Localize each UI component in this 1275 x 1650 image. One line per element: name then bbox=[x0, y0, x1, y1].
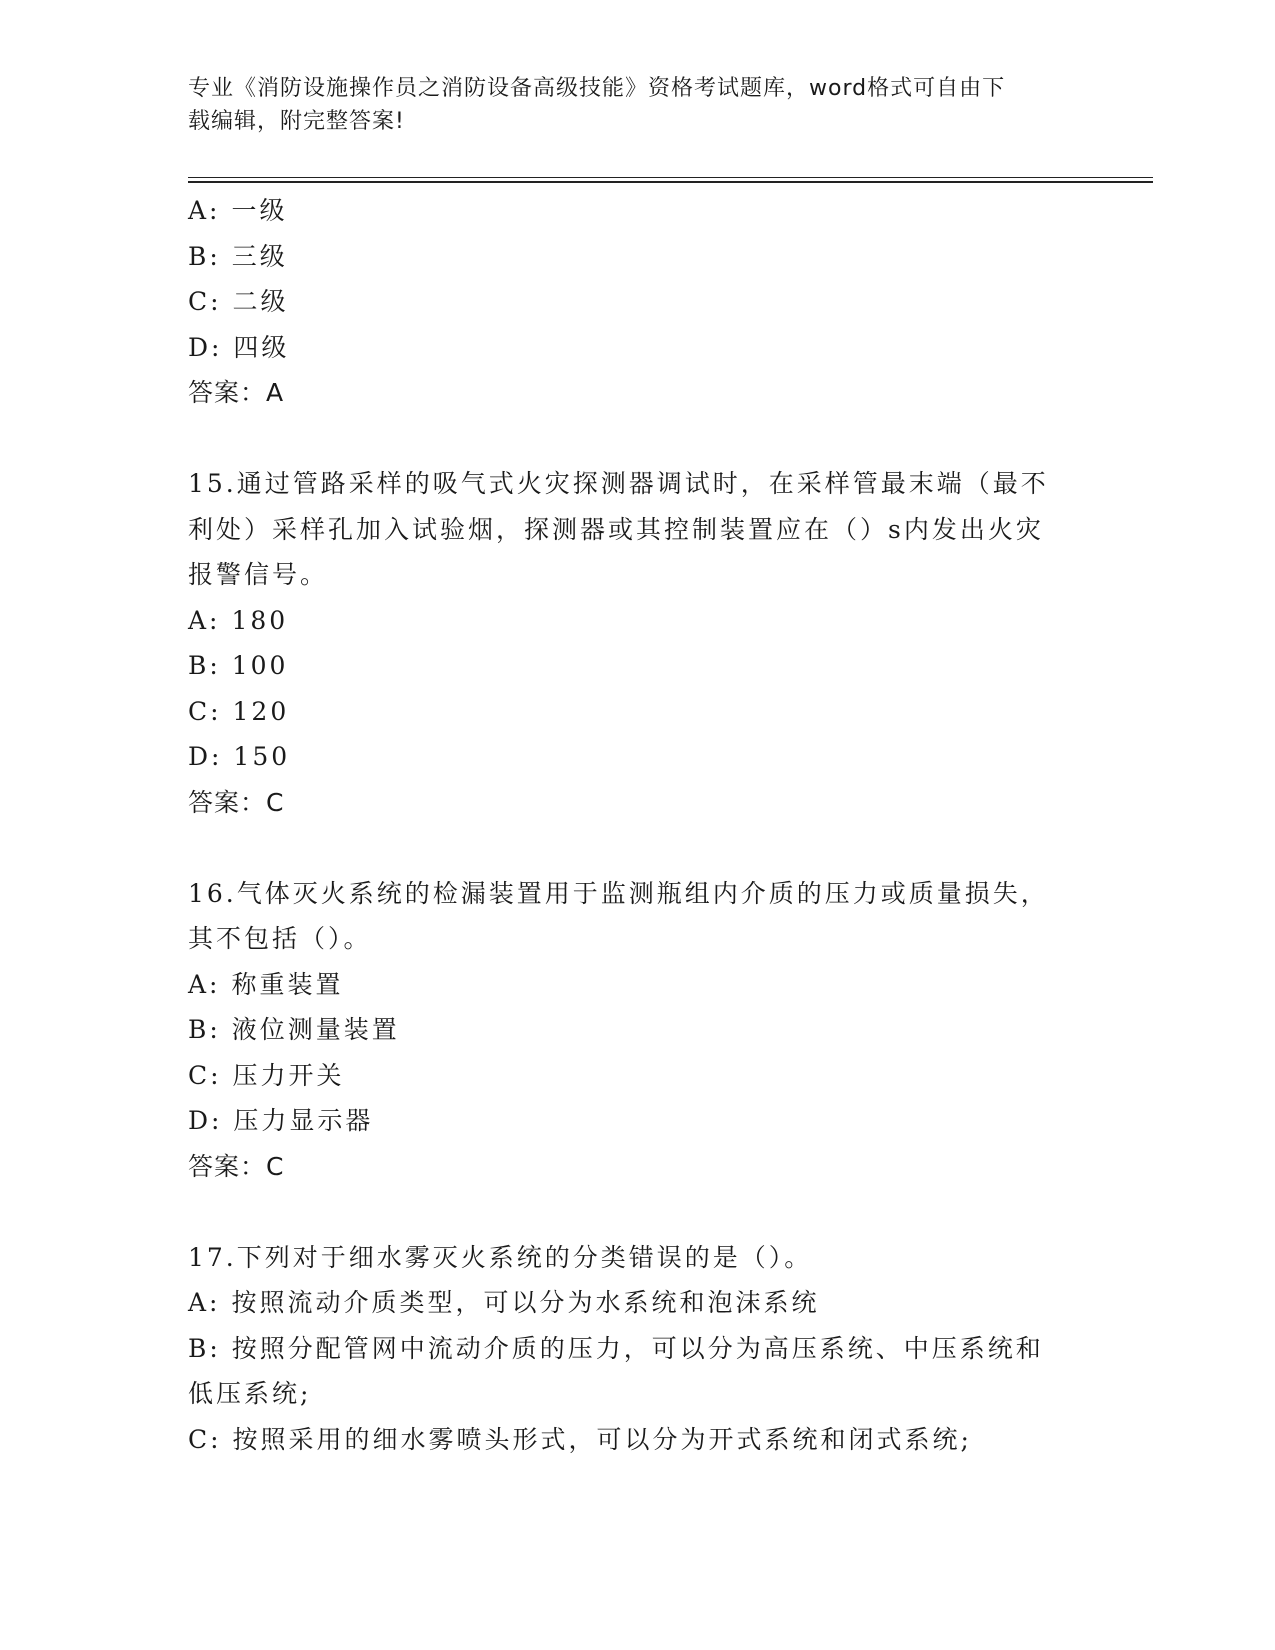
header-divider-thin bbox=[188, 177, 1153, 178]
option-c: C: 120 bbox=[188, 696, 290, 726]
option-d: D: 压力显示器 bbox=[188, 1106, 374, 1135]
answer-line: 答案：A bbox=[188, 378, 285, 407]
question-text-line: 报警信号。 bbox=[188, 560, 329, 589]
option-b: B: 100 bbox=[188, 651, 289, 680]
header-divider-thick bbox=[188, 181, 1153, 183]
question-15 bbox=[188, 461, 1088, 825]
option-a: A: 一级 bbox=[188, 196, 288, 225]
document-header bbox=[188, 72, 1068, 138]
spacer bbox=[188, 825, 1088, 871]
option-c: C: 压力开关 bbox=[188, 1060, 345, 1090]
option-b: B: 按照分配管网中流动介质的压力，可以分为高压系统、中压系统和 bbox=[188, 1333, 1044, 1363]
option-d: D: 150 bbox=[188, 742, 291, 771]
option-b-continued: 低压系统; bbox=[188, 1379, 312, 1408]
question-text-line: 15.通过管路采样的吸气式火灾探测器调试时，在采样管最末端（最不 bbox=[188, 469, 1049, 498]
option-a: A: 按照流动介质类型，可以分为水系统和泡沫系统 bbox=[188, 1288, 820, 1317]
spacer bbox=[188, 1189, 1088, 1235]
option-b: B: 液位测量装置 bbox=[188, 1015, 400, 1044]
header-line-2: 载编辑，附完整答案! bbox=[188, 109, 405, 134]
question-text-line: 17.下列对于细水雾灭火系统的分类错误的是（）。 bbox=[188, 1242, 813, 1272]
option-d: D: 四级 bbox=[188, 332, 290, 362]
option-c: C: 二级 bbox=[188, 287, 289, 316]
option-c: C: 按照采用的细水雾喷头形式，可以分为开式系统和闭式系统; bbox=[188, 1424, 972, 1454]
option-a: A: 称重装置 bbox=[188, 969, 344, 999]
option-b: B: 三级 bbox=[188, 241, 288, 271]
answer-line: 答案：C bbox=[188, 787, 285, 817]
question-text-line: 16.气体灭火系统的检漏装置用于监测瓶组内介质的压力或质量损失， bbox=[188, 878, 1049, 908]
question-list bbox=[188, 188, 1088, 1462]
question-14 bbox=[188, 188, 1088, 416]
option-a: A: 180 bbox=[188, 605, 289, 635]
question-text-line: 其不包括（）。 bbox=[188, 924, 372, 953]
header-line-1: 专业《消防设施操作员之消防设备高级技能》资格考试题库，word格式可自由下 bbox=[188, 76, 1006, 101]
question-text-line: 利处）采样孔加入试验烟，探测器或其控制装置应在（）s内发出火灾 bbox=[188, 514, 1044, 544]
answer-line: 答案：C bbox=[188, 1151, 285, 1181]
spacer bbox=[188, 416, 1088, 462]
question-17 bbox=[188, 1235, 1088, 1463]
question-16 bbox=[188, 871, 1088, 1190]
